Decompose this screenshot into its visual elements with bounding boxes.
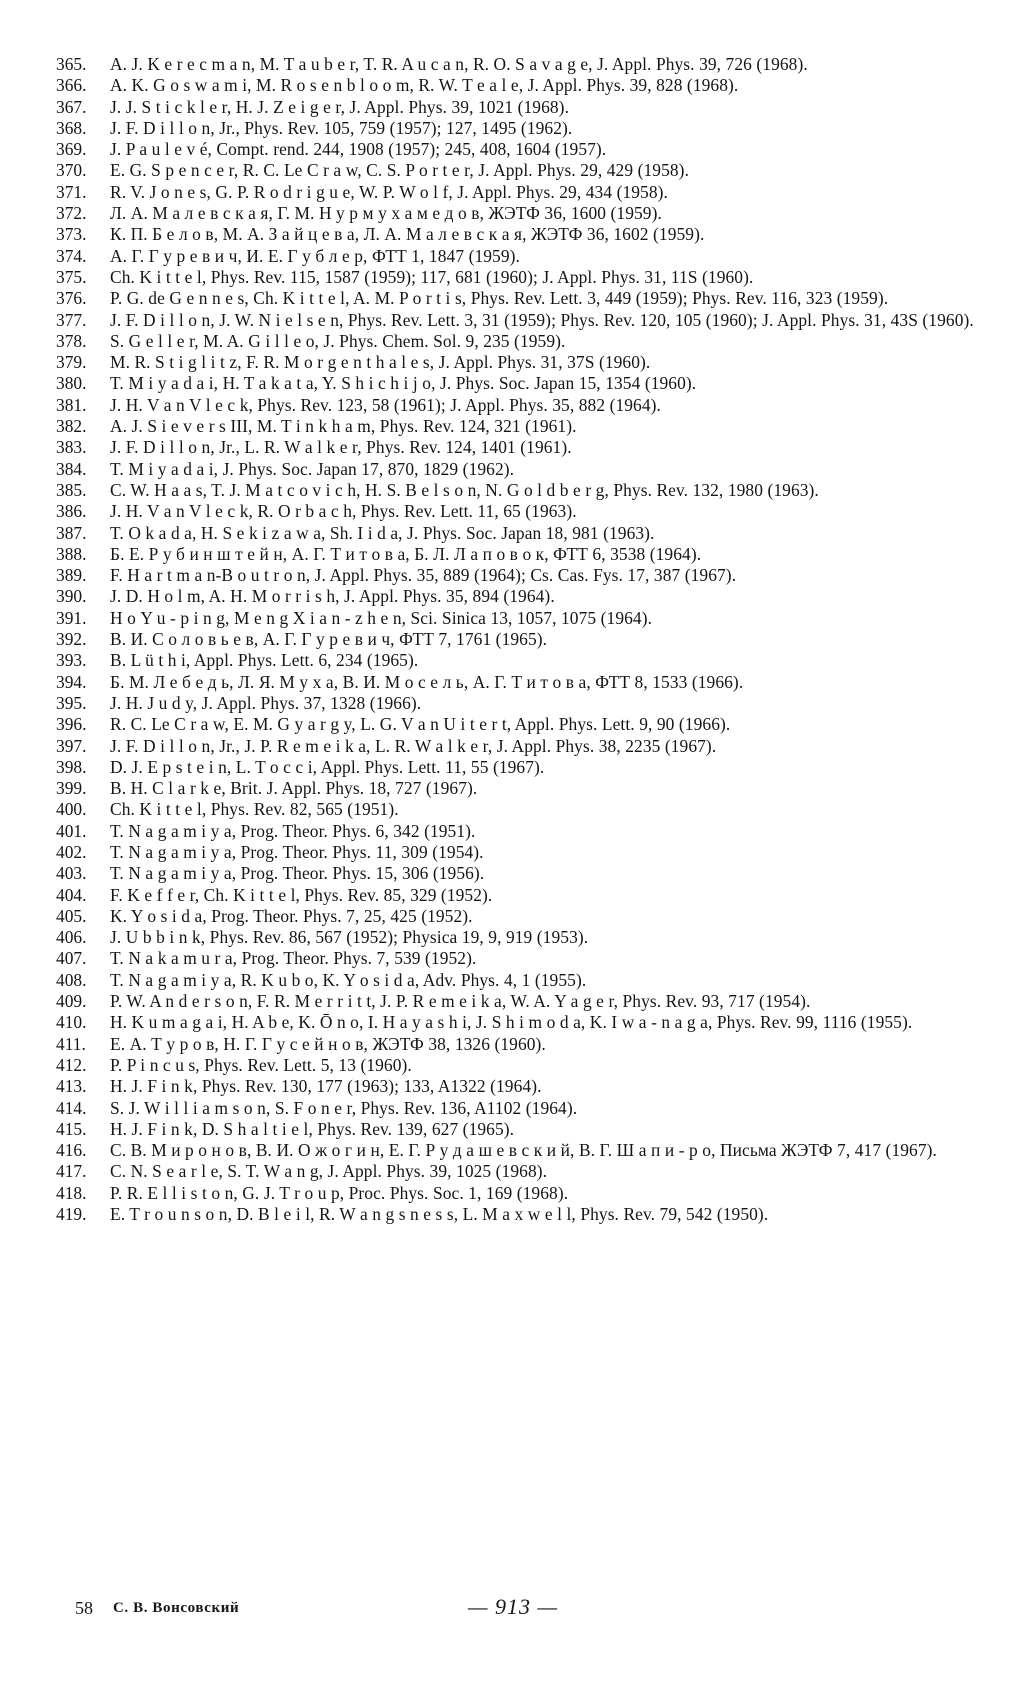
reference-item [56, 373, 976, 394]
reference-text: T. O k a d a, H. S e k i z a w a, Sh. I i d a, J. Phys. Soc. Japan 18, 981 (1963). [110, 522, 655, 543]
reference-number: 384. [56, 458, 87, 479]
reference-number: 395. [56, 692, 87, 713]
reference-item [56, 288, 976, 309]
reference-text: A. J. S i e v e r s III, M. T i n k h a m, Phys. Rev. 124, 321 (1961). [110, 416, 577, 437]
reference-number: 399. [56, 778, 87, 799]
reference-text: J. P a u l e v é, Compt. rend. 244, 1908 (1957); 245, 408, 1604 (1957). [110, 139, 607, 160]
reference-item [56, 1140, 976, 1161]
reference-number: 410. [56, 1012, 87, 1033]
reference-number: 414. [56, 1097, 87, 1118]
reference-text: T. N a g a m i y a, R. K u b o, K. Y o s i d a, Adv. Phys. 4, 1 (1955). [110, 969, 587, 990]
reference-text: С. В. М и р о н о в, В. И. О ж о г и н, Е. Г. Р у д а ш е в с к и й, В. Г. Ш а п и - р о, Письма ЖЭТФ 7, 417 (1967). [110, 1140, 937, 1161]
reference-number: 371. [56, 181, 87, 202]
reference-item [56, 1204, 976, 1225]
reference-text: C. W. H a a s, T. J. M a t c o v i c h, H. S. B e l s o n, N. G o l d b e r g, Phys. Rev. 132, 1980 (1963). [110, 479, 819, 500]
reference-text: H. J. F i n k, D. S h a l t i e l, Phys. Rev. 139, 627 (1965). [110, 1118, 515, 1139]
reference-item [56, 437, 976, 458]
reference-item [56, 799, 976, 820]
reference-item [56, 927, 976, 948]
reference-item [56, 672, 976, 693]
reference-number: 389. [56, 565, 87, 586]
reference-number: 404. [56, 884, 87, 905]
reference-text: J. F. D i l l o n, Jr., J. P. R e m e i k a, L. R. W a l k e r, J. Appl. Phys. 38, 2235 (1967). [110, 735, 717, 756]
reference-text: P. R. E l l i s t o n, G. J. T r o u p, Proc. Phys. Soc. 1, 169 (1968). [110, 1182, 569, 1203]
reference-number: 403. [56, 863, 87, 884]
reference-number: 365. [56, 54, 87, 74]
reference-text: T. N a g a m i y a, Prog. Theor. Phys. 15, 306 (1956). [110, 863, 485, 884]
reference-text: A. J. K e r e c m a n, M. T a u b e r, T. R. A u c a n, R. O. S a v a g e, J. Appl. Phys. 39, 726 (1968). [110, 54, 808, 74]
reference-number: 368. [56, 117, 87, 138]
reference-item [56, 224, 976, 245]
reference-item [56, 778, 976, 799]
reference-number: 380. [56, 373, 87, 394]
reference-item [56, 991, 976, 1012]
reference-text: Н о Y u - p i n g, M e n g X i a n - z h e n, Sci. Sinica 13, 1057, 1075 (1964). [110, 607, 653, 628]
reference-number: 398. [56, 756, 87, 777]
reference-item [56, 608, 976, 629]
reference-item [56, 160, 976, 181]
reference-number: 372. [56, 203, 87, 224]
reference-number: 413. [56, 1076, 87, 1097]
reference-item [56, 1076, 976, 1097]
reference-item [56, 970, 976, 991]
reference-text: E. T r o u n s o n, D. B l e i l, R. W a n g s n e s s, L. M a x w e l l, Phys. Rev. 79, 542 (1950). [110, 1204, 769, 1225]
reference-number: 373. [56, 224, 87, 245]
reference-item [56, 885, 976, 906]
reference-number: 388. [56, 543, 87, 564]
reference-text: Е. А. Т у р о в, Н. Г. Г у с е й н о в, ЖЭТФ 38, 1326 (1960). [110, 1033, 546, 1054]
reference-item [56, 948, 976, 969]
reference-text: R. V. J o n e s, G. P. R o d r i g u e, W. P. W o l f, J. Appl. Phys. 29, 434 (1958). [110, 181, 668, 202]
reference-number: 381. [56, 394, 87, 415]
reference-item [56, 139, 976, 160]
reference-text: Ch. K i t t e l, Phys. Rev. 115, 1587 (1959); 117, 681 (1960); J. Appl. Phys. 31, 11S (1960). [110, 266, 754, 287]
reference-text: J. H. J u d y, J. Appl. Phys. 37, 1328 (1966). [110, 692, 422, 713]
reference-item [56, 650, 976, 671]
reference-text: S. J. W i l l i a m s o n, S. F o n e r, Phys. Rev. 136, A1102 (1964). [110, 1097, 578, 1118]
reference-item [56, 459, 976, 480]
reference-item [56, 842, 976, 863]
reference-item [56, 501, 976, 522]
reference-item [56, 821, 976, 842]
reference-item [56, 1183, 976, 1204]
reference-number: 393. [56, 650, 87, 671]
footer-author: С. В. Вонсовский [113, 1600, 240, 1616]
reference-text: B. L ü t h i, Appl. Phys. Lett. 6, 234 (1965). [110, 650, 419, 671]
reference-text: P. G. de G e n n e s, Ch. K i t t e l, A. M. P o r t i s, Phys. Rev. Lett. 3, 449 (1959); Phys. Rev. 116, 323 (1959). [110, 288, 889, 309]
reference-text: H. J. F i n k, Phys. Rev. 130, 177 (1963); 133, A1322 (1964). [110, 1076, 542, 1097]
reference-number: 405. [56, 905, 87, 926]
reference-item [56, 714, 976, 735]
reference-number: 391. [56, 607, 87, 628]
reference-number: 408. [56, 969, 87, 990]
reference-text: H. K u m a g a i, H. A b e, K. Ō n o, I. H a y a s h i, J. S h i m o d a, K. I w a - n a g a, Phys. Rev. 99, 1116 (1955). [110, 1012, 913, 1033]
reference-item [56, 693, 976, 714]
footer-page-number: 58 [75, 1598, 93, 1618]
reference-item [56, 1119, 976, 1140]
reference-number: 409. [56, 991, 87, 1012]
reference-item [56, 331, 976, 352]
reference-text: J. F. D i l l o n, Jr., L. R. W a l k e r, Phys. Rev. 124, 1401 (1961). [110, 437, 572, 458]
reference-text: T. M i y a d a i, J. Phys. Soc. Japan 17, 870, 1829 (1962). [110, 458, 515, 479]
reference-item [56, 565, 976, 586]
reference-item [56, 54, 976, 75]
reference-text: J. H. V a n V l e c k, Phys. Rev. 123, 58 (1961); J. Appl. Phys. 35, 882 (1964). [110, 394, 661, 415]
reference-text: К. П. Б е л о в, М. А. З а й ц е в а, Л. А. М а л е в с к а я, ЖЭТФ 36, 1602 (1959). [110, 224, 705, 245]
reference-number: 379. [56, 352, 87, 373]
reference-item [56, 544, 976, 565]
reference-text: Б. М. Л е б е д ь, Л. Я. М у х а, В. И. М о с е л ь, А. Г. Т и т о в а, ФТТ 8, 1533 (1966). [110, 671, 744, 692]
reference-text: E. G. S p e n c e r, R. C. Le C r a w, C. S. P o r t e r, J. Appl. Phys. 29, 429 (1958). [110, 160, 690, 181]
reference-item [56, 246, 976, 267]
reference-number: 396. [56, 714, 87, 735]
reference-text: А. Г. Г у р е в и ч, И. Е. Г у б л е р, ФТТ 1, 1847 (1959). [110, 245, 520, 266]
reference-text: P. W. A n d e r s o n, F. R. M e r r i t t, J. P. R e m e i k a, W. A. Y a g e r, Phys. Rev. 93, 717 (1954). [110, 991, 811, 1012]
reference-number: 418. [56, 1182, 87, 1203]
reference-text: J. F. D i l l o n, J. W. N i e l s e n, Phys. Rev. Lett. 3, 31 (1959); Phys. Rev. 120, 105 (1960); J. Appl. Phys. 31, 43S (1960). [110, 309, 974, 330]
reference-number: 419. [56, 1204, 87, 1225]
reference-text: R. C. Le C r a w, E. M. G y a r g y, L. G. V a n U i t e r t, Appl. Phys. Lett. 9, 90 (1966). [110, 714, 731, 735]
reference-number: 394. [56, 671, 87, 692]
reference-text: K. Y o s i d a, Prog. Theor. Phys. 7, 25, 425 (1952). [110, 905, 473, 926]
reference-item [56, 352, 976, 373]
reference-text: P. P i n c u s, Phys. Rev. Lett. 5, 13 (1960). [110, 1054, 412, 1075]
reference-number: 400. [56, 799, 87, 820]
reference-number: 387. [56, 522, 87, 543]
reference-item [56, 118, 976, 139]
reference-number: 397. [56, 735, 87, 756]
reference-text: F. K e f f e r, Ch. K i t t e l, Phys. Rev. 85, 329 (1952). [110, 884, 493, 905]
page-footer [0, 1594, 1029, 1628]
reference-list [56, 54, 976, 1225]
reference-text: J. U b b i n k, Phys. Rev. 86, 567 (1952); Physica 19, 9, 919 (1953). [110, 927, 589, 948]
reference-item [56, 586, 976, 607]
reference-text: T. N a g a m i y a, Prog. Theor. Phys. 11, 309 (1954). [110, 841, 484, 862]
reference-item [56, 1055, 976, 1076]
footer-folio: — 913 — [468, 1594, 559, 1619]
reference-item [56, 480, 976, 501]
reference-number: 392. [56, 629, 87, 650]
reference-text: D. J. E p s t e i n, L. T o c c i, Appl. Phys. Lett. 11, 55 (1967). [110, 756, 545, 777]
reference-number: 412. [56, 1054, 87, 1075]
reference-item [56, 1034, 976, 1055]
reference-number: 385. [56, 479, 87, 500]
reference-item [56, 203, 976, 224]
reference-item [56, 75, 976, 96]
reference-text: M. R. S t i g l i t z, F. R. M o r g e n t h a l e s, J. Appl. Phys. 31, 37S (1960). [110, 352, 651, 373]
reference-item [56, 523, 976, 544]
reference-item [56, 1161, 976, 1182]
reference-number: 407. [56, 948, 87, 969]
reference-number: 411. [56, 1033, 86, 1054]
reference-number: 417. [56, 1161, 87, 1182]
reference-text: B. H. C l a r k e, Brit. J. Appl. Phys. 18, 727 (1967). [110, 778, 478, 799]
reference-item [56, 629, 976, 650]
reference-item [56, 1012, 976, 1033]
reference-item [56, 416, 976, 437]
reference-number: 383. [56, 437, 87, 458]
reference-text: T. N a g a m i y a, Prog. Theor. Phys. 6, 342 (1951). [110, 820, 476, 841]
reference-number: 401. [56, 820, 87, 841]
reference-text: Б. Е. Р у б и н ш т е й н, А. Г. Т и т о в а, Б. Л. Л а п о в о к, ФТТ 6, 3538 (1964). [110, 543, 702, 564]
reference-item [56, 736, 976, 757]
reference-text: J. D. H o l m, A. H. M o r r i s h, J. Appl. Phys. 35, 894 (1964). [110, 586, 555, 607]
reference-text: Л. А. М а л е в с к а я, Г. М. Н у р м у х а м е д о в, ЖЭТФ 36, 1600 (1959). [110, 203, 662, 224]
reference-number: 367. [56, 96, 87, 117]
reference-text: F. H a r t m a n-B o u t r o n, J. Appl. Phys. 35, 889 (1964); Cs. Cas. Fys. 17, 387 (1967). [110, 565, 737, 586]
reference-number: 377. [56, 309, 87, 330]
reference-number: 416. [56, 1140, 87, 1161]
reference-number: 402. [56, 841, 87, 862]
reference-number: 369. [56, 139, 87, 160]
reference-number: 382. [56, 416, 87, 437]
reference-number: 378. [56, 330, 87, 351]
reference-text: T. M i y a d a i, H. T a k a t a, Y. S h i c h i j o, J. Phys. Soc. Japan 15, 1354 (1960). [110, 373, 697, 394]
reference-number: 406. [56, 927, 87, 948]
reference-text: A. K. G o s w a m i, M. R o s e n b l o o m, R. W. T e a l e, J. Appl. Phys. 39, 828 (1968). [110, 75, 739, 96]
reference-number: 415. [56, 1118, 87, 1139]
reference-item [56, 310, 976, 331]
reference-item [56, 97, 976, 118]
reference-item [56, 906, 976, 927]
reference-text: J. F. D i l l o n, Jr., Phys. Rev. 105, 759 (1957); 127, 1495 (1962). [110, 117, 573, 138]
reference-number: 366. [56, 75, 87, 96]
reference-text: J. H. V a n V l e c k, R. O r b a c h, Phys. Rev. Lett. 11, 65 (1963). [110, 501, 577, 522]
reference-number: 386. [56, 501, 87, 522]
reference-text: T. N a k a m u r a, Prog. Theor. Phys. 7, 539 (1952). [110, 948, 477, 969]
reference-item [56, 267, 976, 288]
reference-number: 375. [56, 266, 87, 287]
reference-item [56, 182, 976, 203]
reference-number: 376. [56, 288, 87, 309]
reference-item [56, 757, 976, 778]
reference-text: J. J. S t i c k l e r, H. J. Z e i g e r, J. Appl. Phys. 39, 1021 (1968). [110, 96, 570, 117]
reference-number: 390. [56, 586, 87, 607]
reference-text: В. И. С о л о в ь е в, А. Г. Г у р е в и ч, ФТТ 7, 1761 (1965). [110, 629, 548, 650]
reference-item [56, 863, 976, 884]
reference-item [56, 1098, 976, 1119]
reference-text: S. G e l l e r, M. A. G i l l e o, J. Phys. Chem. Sol. 9, 235 (1959). [110, 330, 566, 351]
reference-text: Ch. K i t t e l, Phys. Rev. 82, 565 (1951). [110, 799, 399, 820]
reference-number: 370. [56, 160, 87, 181]
reference-number: 374. [56, 245, 87, 266]
reference-text: C. N. S e a r l e, S. T. W a n g, J. Appl. Phys. 39, 1025 (1968). [110, 1161, 548, 1182]
reference-item [56, 395, 976, 416]
